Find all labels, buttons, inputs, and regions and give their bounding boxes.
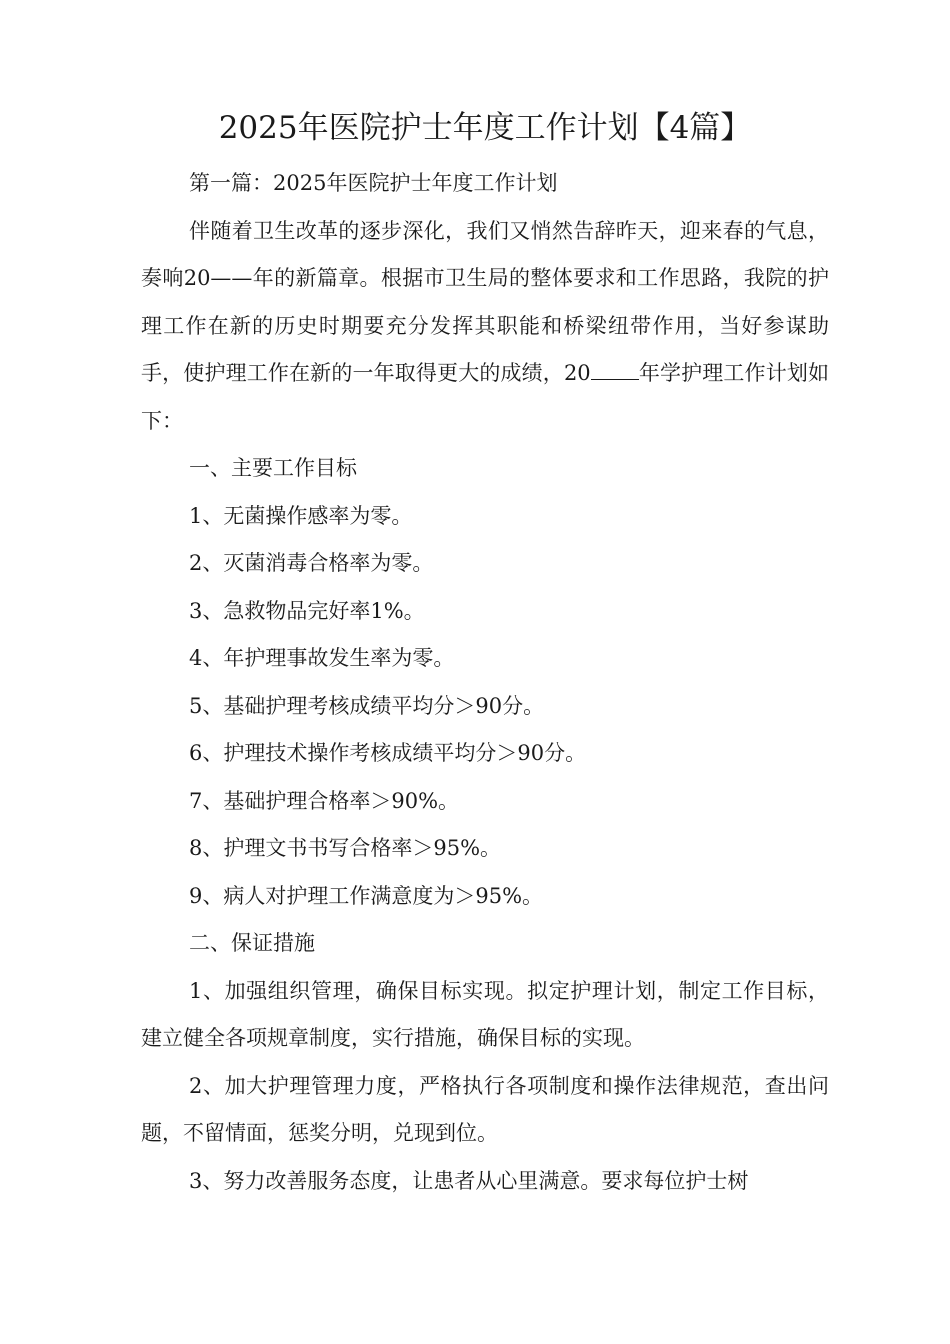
section-heading-goals: 一、主要工作目标 (189, 456, 357, 480)
goal-item: 7、基础护理合格率＞90%。 (189, 788, 460, 813)
goal-item: 1、无菌操作感率为零。 (189, 503, 413, 528)
document-title: 2025年医院护士年度工作计划【4篇】 (218, 110, 752, 146)
goal-item: 3、急救物品完好率1%。 (189, 598, 425, 623)
intro-text-part1: 伴随着卫生改革的逐步深化，我们又悄然告辞昨天，迎来春的气息，奏响20——年的新篇章。根据市卫生局的整体要求和工作思路，我院的护理工作在新的历史时期要充分发挥其职能和桥梁纽带作用，当好参谋助手，使护理工作在新的一年取得更大的成绩，20 (141, 218, 829, 385)
goal-item: 8、护理文书书写合格率＞95%。 (189, 836, 502, 860)
measure-item: 3、努力改善服务态度，让患者从心里满意。要求每位护士树 (189, 1168, 749, 1193)
intro-text-part2: 年学护理工作计划如下： (141, 361, 829, 433)
goal-item: 5、基础护理考核成绩平均分＞90分。 (189, 693, 545, 718)
section-heading-measures: 二、保证措施 (189, 931, 315, 955)
goal-item: 2、灭菌消毒合格率为零。 (189, 551, 434, 575)
goal-item: 9、病人对护理工作满意度为＞95%。 (189, 883, 544, 908)
chapter-heading: 第一篇：2025年医院护士年度工作计划 (189, 171, 558, 195)
measure-item: 1、加强组织管理，确保目标实现。拟定护理计划，制定工作目标，建立健全各项规章制度，实行措施，确保目标的实现。 (141, 978, 829, 1050)
measure-item: 2、加大护理管理力度，严格执行各项制度和操作法律规范，查出问题，不留情面，惩奖分明，兑现到位。 (141, 1073, 829, 1145)
document-page (141, 100, 829, 1205)
blank-underline (591, 361, 639, 380)
goal-item: 6、护理技术操作考核成绩平均分＞90分。 (189, 741, 587, 765)
goal-item: 4、年护理事故发生率为零。 (189, 646, 455, 670)
intro-paragraph (141, 208, 829, 446)
